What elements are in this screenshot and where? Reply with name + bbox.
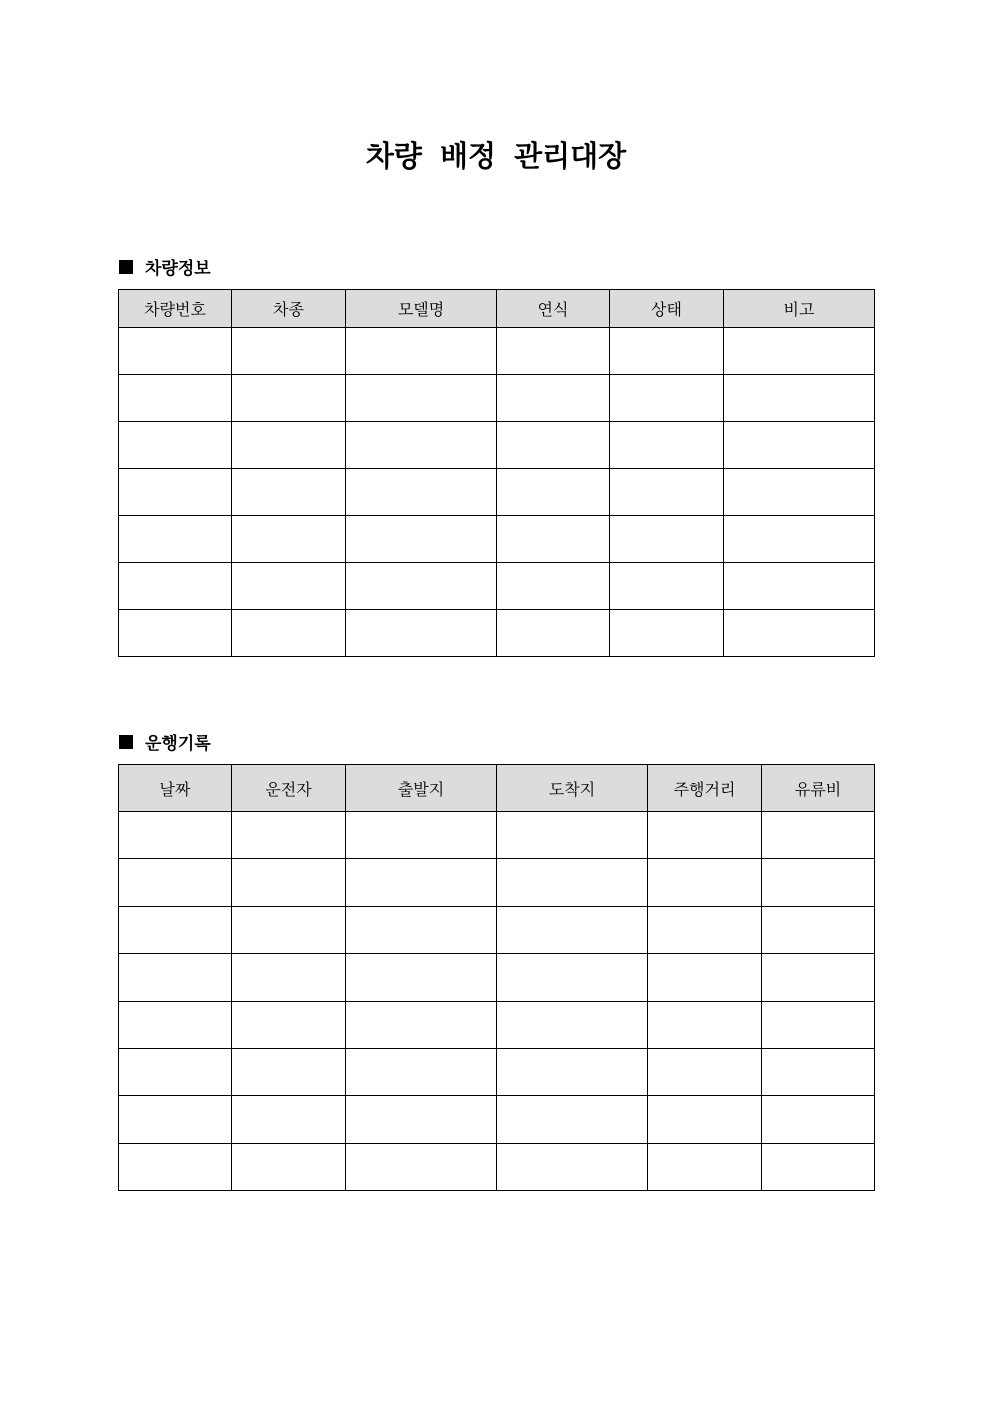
table-cell[interactable] <box>724 375 875 422</box>
table-cell[interactable] <box>346 328 497 375</box>
table-cell[interactable] <box>232 563 346 610</box>
column-header-fuel-cost: 유류비 <box>762 765 875 812</box>
column-header-destination: 도착지 <box>497 765 648 812</box>
table-cell[interactable] <box>648 1143 762 1190</box>
table-cell[interactable] <box>119 1143 232 1190</box>
table-cell[interactable] <box>232 954 346 1001</box>
table-row <box>119 610 875 657</box>
document-title: 차량 배정 관리대장 <box>365 139 627 173</box>
table-cell[interactable] <box>232 812 346 859</box>
table-cell[interactable] <box>497 422 610 469</box>
table-cell[interactable] <box>762 859 875 906</box>
column-header-departure: 출발지 <box>346 765 497 812</box>
table-row <box>119 328 875 375</box>
table-cell[interactable] <box>724 328 875 375</box>
table-cell[interactable] <box>497 1048 648 1095</box>
table-row <box>119 1001 875 1048</box>
table-cell[interactable] <box>119 1096 232 1143</box>
table-header-row <box>119 765 875 812</box>
table-cell[interactable] <box>762 1048 875 1095</box>
table-cell[interactable] <box>648 954 762 1001</box>
table-cell[interactable] <box>119 1048 232 1095</box>
table-cell[interactable] <box>610 563 724 610</box>
table-row <box>119 1096 875 1143</box>
table-row <box>119 563 875 610</box>
table-cell[interactable] <box>610 516 724 563</box>
table-cell[interactable] <box>119 469 232 516</box>
table-row <box>119 812 875 859</box>
table-cell[interactable] <box>232 375 346 422</box>
column-header-status: 상태 <box>610 290 724 328</box>
table-cell[interactable] <box>346 1048 497 1095</box>
table-cell[interactable] <box>346 906 497 953</box>
section-heading-driving-log <box>119 729 211 754</box>
table-cell[interactable] <box>497 328 610 375</box>
table-cell[interactable] <box>119 859 232 906</box>
table-cell[interactable] <box>346 422 497 469</box>
section-heading-label: 차량정보 <box>145 259 211 279</box>
table-cell[interactable] <box>762 1096 875 1143</box>
column-header-date: 날짜 <box>119 765 232 812</box>
table-cell[interactable] <box>232 328 346 375</box>
table-row <box>119 1143 875 1190</box>
table-cell[interactable] <box>346 516 497 563</box>
table-cell[interactable] <box>346 469 497 516</box>
table-cell[interactable] <box>762 812 875 859</box>
table-row <box>119 422 875 469</box>
table-cell[interactable] <box>119 375 232 422</box>
driving-log-table <box>118 764 875 1191</box>
table-cell[interactable] <box>232 1143 346 1190</box>
table-cell[interactable] <box>648 812 762 859</box>
table-cell[interactable] <box>232 1048 346 1095</box>
column-header-remarks: 비고 <box>724 290 875 328</box>
table-cell[interactable] <box>648 1001 762 1048</box>
table-cell[interactable] <box>497 1143 648 1190</box>
table-cell[interactable] <box>724 422 875 469</box>
table-cell[interactable] <box>724 563 875 610</box>
table-cell[interactable] <box>497 1096 648 1143</box>
table-cell[interactable] <box>497 563 610 610</box>
column-header-driver: 운전자 <box>232 765 346 812</box>
table-cell[interactable] <box>232 859 346 906</box>
table-cell[interactable] <box>346 1143 497 1190</box>
table-row <box>119 469 875 516</box>
section-heading-label: 운행기록 <box>145 734 211 754</box>
table-cell[interactable] <box>610 375 724 422</box>
table-row <box>119 859 875 906</box>
square-bullet-icon <box>119 735 133 749</box>
table-row <box>119 954 875 1001</box>
table-row <box>119 375 875 422</box>
section-heading-vehicle-info <box>119 254 211 279</box>
column-header-year: 연식 <box>497 290 610 328</box>
table-row <box>119 516 875 563</box>
table-cell[interactable] <box>119 906 232 953</box>
table-cell[interactable] <box>724 469 875 516</box>
table-cell[interactable] <box>346 1096 497 1143</box>
table-cell[interactable] <box>497 469 610 516</box>
table-cell[interactable] <box>346 563 497 610</box>
table-cell[interactable] <box>232 906 346 953</box>
table-cell[interactable] <box>648 906 762 953</box>
table-cell[interactable] <box>497 906 648 953</box>
table-header-row <box>119 290 875 328</box>
table-cell[interactable] <box>232 610 346 657</box>
table-cell[interactable] <box>346 610 497 657</box>
table-cell[interactable] <box>724 516 875 563</box>
table-cell[interactable] <box>497 812 648 859</box>
table-cell[interactable] <box>232 469 346 516</box>
table-cell[interactable] <box>497 516 610 563</box>
column-header-distance: 주행거리 <box>648 765 762 812</box>
table-cell[interactable] <box>610 469 724 516</box>
vehicle-info-table <box>118 289 875 657</box>
table-cell[interactable] <box>346 859 497 906</box>
table-cell[interactable] <box>232 516 346 563</box>
table-cell[interactable] <box>762 1001 875 1048</box>
table-cell[interactable] <box>232 1001 346 1048</box>
table-cell[interactable] <box>346 812 497 859</box>
table-cell[interactable] <box>648 859 762 906</box>
table-cell[interactable] <box>119 516 232 563</box>
table-cell[interactable] <box>232 422 346 469</box>
table-cell[interactable] <box>119 328 232 375</box>
table-cell[interactable] <box>497 1001 648 1048</box>
table-cell[interactable] <box>119 812 232 859</box>
table-cell[interactable] <box>119 563 232 610</box>
table-cell[interactable] <box>346 954 497 1001</box>
table-cell[interactable] <box>497 859 648 906</box>
table-cell[interactable] <box>610 422 724 469</box>
table-cell[interactable] <box>648 1048 762 1095</box>
table-cell[interactable] <box>497 610 610 657</box>
table-row <box>119 1048 875 1095</box>
table-row <box>119 906 875 953</box>
table-cell[interactable] <box>724 610 875 657</box>
column-header-vehicle-type: 차종 <box>232 290 346 328</box>
table-cell[interactable] <box>346 375 497 422</box>
column-header-model-name: 모델명 <box>346 290 497 328</box>
table-cell[interactable] <box>762 954 875 1001</box>
table-cell[interactable] <box>762 1143 875 1190</box>
table-cell[interactable] <box>232 1096 346 1143</box>
table-cell[interactable] <box>119 1001 232 1048</box>
table-cell[interactable] <box>119 610 232 657</box>
column-header-vehicle-number: 차량번호 <box>119 290 232 328</box>
table-cell[interactable] <box>762 906 875 953</box>
square-bullet-icon <box>119 260 133 274</box>
table-cell[interactable] <box>610 610 724 657</box>
table-cell[interactable] <box>119 422 232 469</box>
table-cell[interactable] <box>648 1096 762 1143</box>
table-cell[interactable] <box>346 1001 497 1048</box>
table-cell[interactable] <box>119 954 232 1001</box>
table-cell[interactable] <box>497 954 648 1001</box>
table-cell[interactable] <box>497 375 610 422</box>
table-cell[interactable] <box>610 328 724 375</box>
